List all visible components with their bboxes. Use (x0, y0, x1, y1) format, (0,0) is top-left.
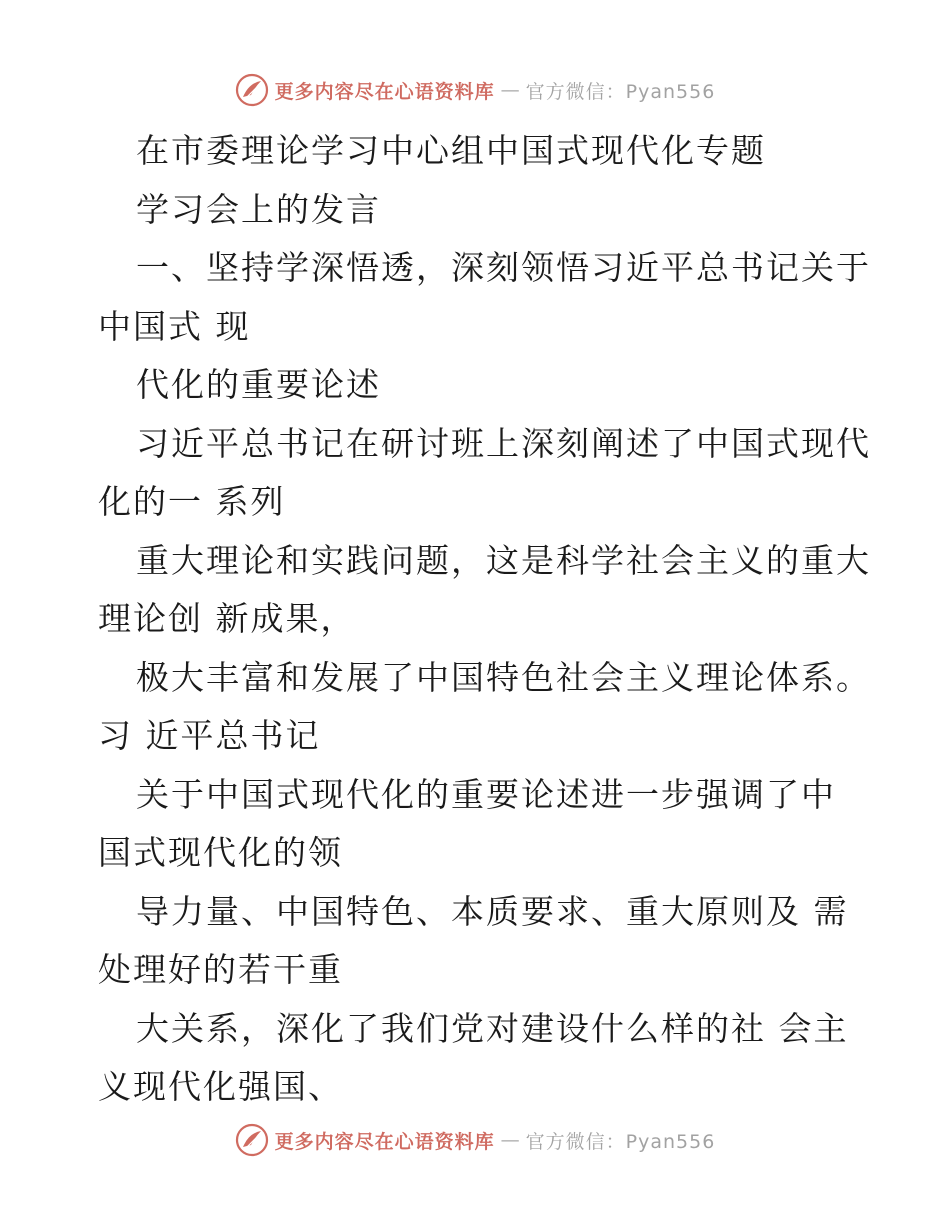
doc-paragraph-line: 习近平总书记在研讨班上深刻阐述了中国式现代 (136, 423, 871, 463)
doc-paragraph-line: 理论创 新成果， (98, 599, 356, 638)
doc-paragraph-line: 习 近平总书记 (98, 716, 321, 755)
doc-paragraph-line: 导力量、中国特色、本质要求、重大原则及 需 (136, 891, 849, 931)
doc-heading-line-1: 一、坚持学深悟透，深刻领悟习近平总书记关于 (136, 248, 871, 287)
watermark-separator: — (500, 1129, 520, 1151)
doc-paragraph-line: 国式现代化的领 (98, 833, 343, 872)
doc-paragraph-line: 义现代化强国、 (98, 1067, 343, 1106)
doc-paragraph-line: 大关系，深化了我们党对建设什么样的社 会主 (136, 1008, 849, 1048)
watermark-contact-text: 官方微信：Pyan556 (525, 1130, 716, 1153)
watermark-brand-text: 更多内容尽在心语资料库 (274, 80, 495, 103)
pen-logo-icon (235, 73, 269, 107)
doc-heading-line-2: 中国式 现 (98, 306, 251, 346)
footer-watermark (0, 1120, 950, 1160)
doc-paragraph-line: 重大理论和实践问题，这是科学社会主义的重大 (136, 540, 871, 580)
watermark-separator: — (500, 79, 520, 101)
doc-paragraph-line: 关于中国式现代化的重要论述进一步强调了中 (136, 774, 836, 814)
doc-paragraph-line: 极大丰富和发展了中国特色社会主义理论体系。 (136, 657, 871, 697)
doc-paragraph-line: 处理好的若干重 (98, 950, 343, 989)
document-body (98, 122, 871, 1117)
watermark-brand-text: 更多内容尽在心语资料库 (274, 1130, 495, 1153)
watermark-contact-text: 官方微信：Pyan556 (525, 80, 716, 103)
doc-paragraph-line: 化的一 系列 (98, 482, 286, 521)
header-watermark (0, 70, 950, 110)
pen-logo-icon (235, 1123, 269, 1157)
doc-title-line-2: 学习会上的发言 (136, 189, 381, 229)
doc-heading-line-3: 代化的重要论述 (136, 365, 381, 404)
doc-title-line-1: 在市委理论学习中心组中国式现代化专题 (136, 131, 766, 170)
